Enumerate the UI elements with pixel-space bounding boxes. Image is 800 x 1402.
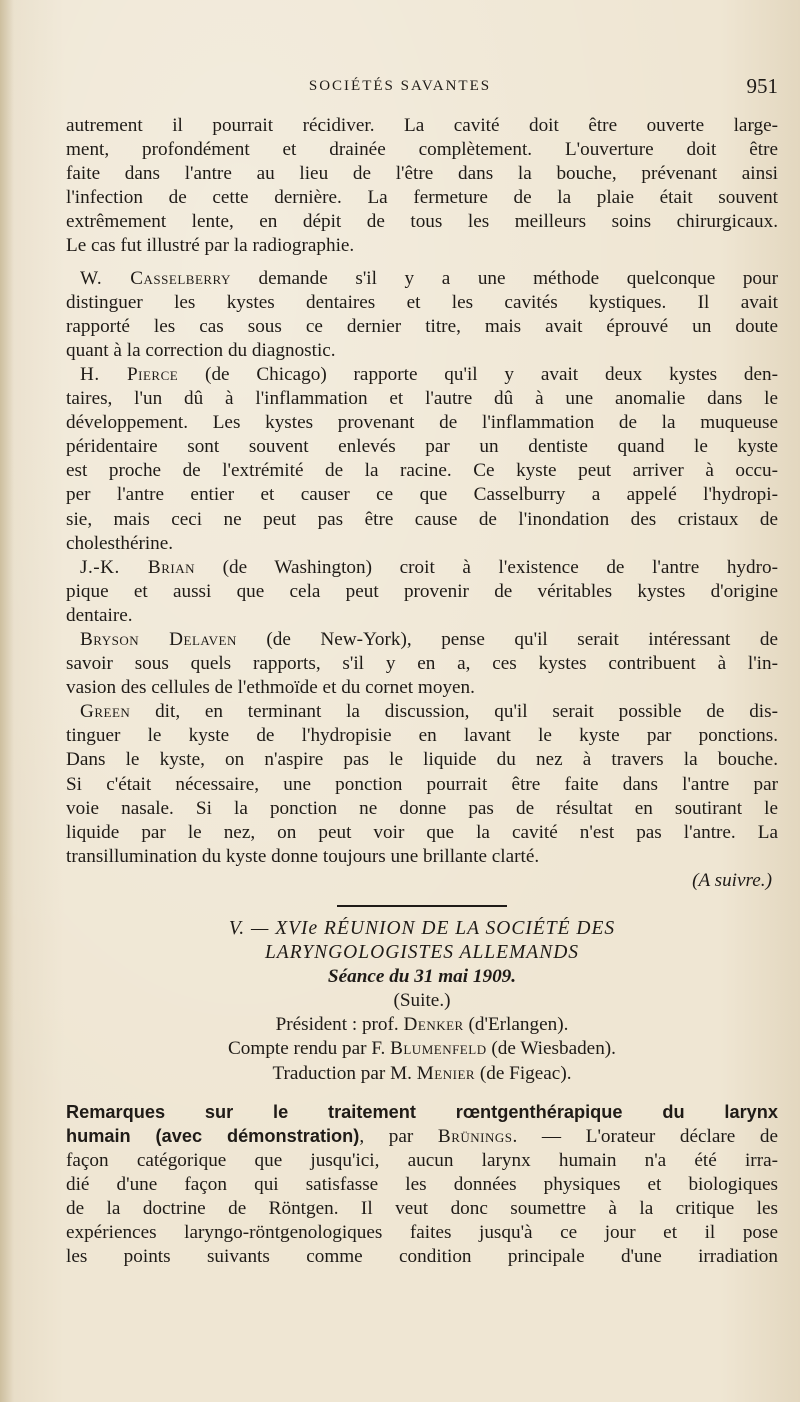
speaker-name: Green — [80, 701, 131, 723]
text-line: Le cas fut illustré par la radiographie. — [66, 235, 355, 257]
page-number: 951 — [746, 74, 778, 98]
text-line: façon catégorique que jusqu'ici, aucun larynx humain n'a été irra- — [66, 1149, 778, 1171]
a-suivre-note: (A suivre.) — [692, 869, 772, 891]
text-line: voie nasale. Si la ponction ne donne pas de résultat en soutirant le — [66, 797, 778, 819]
paragraph-green — [66, 700, 778, 893]
text-line: cholesthérine. — [66, 532, 174, 554]
text-line: dentaire. — [66, 604, 133, 626]
text-line: transillumination du kyste donne toujours une brillante clarté. — [66, 845, 540, 867]
article-title: Remarques sur le traitement rœntgenthérapique du larynx — [66, 1101, 778, 1122]
paragraph-delaven — [66, 628, 778, 700]
text-line: dié d'une façon qui satisfasse les données physiques et biologiques — [66, 1173, 778, 1195]
speaker-name: Bryson Delaven — [80, 628, 237, 650]
paragraph-pierce — [66, 363, 778, 556]
traduction-line: Traduction par M. Menier (de Figeac). — [272, 1062, 572, 1084]
page-header — [0, 74, 800, 100]
section-title: LARYNGOLOGISTES ALLEMANDS — [264, 942, 580, 964]
page-body — [66, 114, 778, 1269]
paragraph-casselberry — [66, 267, 778, 363]
text-line: humain (avec démonstration), par Brünings. — L'orateur déclare de — [66, 1125, 778, 1147]
text-line: Si c'était nécessaire, une ponction pourrait être faite dans l'antre par — [66, 773, 778, 795]
speaker-name: W. Casselberry — [80, 267, 231, 289]
running-head: SOCIÉTÉS SAVANTES — [308, 78, 492, 94]
president-line: Président : prof. Denker (d'Erlangen). — [275, 1014, 569, 1036]
text-line: tinguer le kyste de l'hydropisie en lavant le kyste par ponctions. — [66, 725, 778, 747]
text-line: de la doctrine de Röntgen. Il veut donc soumettre à la critique les — [66, 1198, 778, 1220]
text-line: savoir sous quels rapports, s'il y en a, ces kystes contribuent à l'in- — [66, 653, 778, 675]
compte-rendu-line: Compte rendu par F. Blumenfeld (de Wiesbaden). — [228, 1038, 616, 1060]
text-line: H. Pierce (de Chicago) rapporte qu'il y avait deux kystes den- — [80, 363, 778, 385]
text-line: pique et aussi que cela peut provenir de véritables kystes d'origine — [66, 580, 778, 602]
paragraph-brian — [66, 556, 778, 628]
section-heading — [66, 917, 778, 1086]
text-line: per l'antre entier et causer ce que Casselburry a appelé l'hydropi- — [66, 484, 778, 506]
text-line: ment, profondément et drainée complètement. L'ouverture doit être — [66, 139, 778, 161]
text-line: faite dans l'antre au lieu de l'être dans la bouche, prévenant ainsi — [66, 163, 778, 185]
text-line: W. Casselberry demande s'il y a une méthode quelconque pour — [80, 267, 778, 289]
text-line: liquide par le nez, on peut voir que la cavité n'est pas l'antre. La — [66, 821, 778, 843]
speaker-name: J.-K. Brian — [80, 556, 196, 578]
text-line: l'infection de cette dernière. La fermeture de la plaie était souvent — [66, 187, 778, 209]
suite-label: (Suite.) — [393, 990, 451, 1012]
speaker-name: H. Pierce — [80, 363, 179, 385]
section-title: V. — XVIe RÉUNION DE LA SOCIÉTÉ DES — [228, 918, 616, 939]
text-line: Dans le kyste, on n'aspire pas le liquide du nez à travers la bouche. — [66, 749, 778, 771]
seance-date: Séance du 31 mai 1909. — [327, 966, 517, 988]
remarques-paragraph — [66, 1100, 778, 1270]
paragraph-1 — [66, 114, 778, 259]
text-line: J.-K. Brian (de Washington) croit à l'existence de l'antre hydro- — [80, 556, 778, 578]
text-line: est proche de l'extrémité de la racine. Ce kyste peut arriver à occu- — [66, 460, 778, 482]
text-line: quant à la correction du diagnostic. — [66, 339, 336, 361]
page-spine-shadow — [0, 0, 14, 1402]
text-line: développement. Les kystes provenant de l'inflammation de la muqueuse — [66, 412, 778, 434]
text-line: vasion des cellules de l'ethmoïde et du cornet moyen. — [66, 677, 475, 699]
text-line: péridentaire sont souvent enlevés par un dentiste quand le kyste — [66, 436, 778, 458]
text-line: sie, mais ceci ne peut pas être cause de l'inondation des cristaux de — [66, 508, 778, 530]
text-line: autrement il pourrait récidiver. La cavité doit être ouverte large- — [66, 115, 778, 136]
text-line: distinguer les kystes dentaires et les cavités kystiques. Il avait — [66, 291, 778, 313]
text-line: Green dit, en terminant la discussion, qu'il serait possible de dis- — [80, 701, 778, 723]
section-divider — [337, 905, 507, 907]
text-line: taires, l'un dû à l'inflammation et l'autre dû à une anomalie dans le — [66, 388, 778, 410]
text-line: expériences laryngo-röntgenologiques faites jusqu'à ce jour et il pose — [66, 1222, 778, 1244]
text-line: extrêmement lente, en dépit de tous les meilleurs soins chirurgicaux. — [66, 211, 778, 233]
text-line: Bryson Delaven (de New-York), pense qu'il serait intéressant de — [80, 628, 778, 650]
text-line: rapporté les cas sous ce dernier titre, mais avait éprouvé un doute — [66, 315, 778, 337]
text-line: les points suivants comme condition principale d'une irradiation — [66, 1246, 778, 1268]
